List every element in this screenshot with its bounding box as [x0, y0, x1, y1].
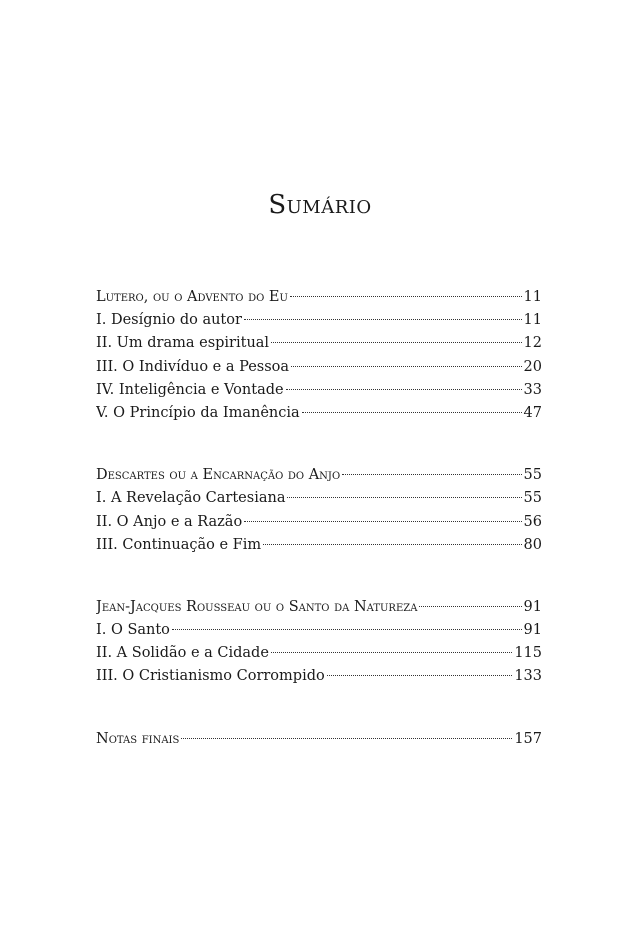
dot-leader: [327, 674, 513, 676]
dot-leader: [244, 318, 522, 320]
toc-entry-title: I. Desígnio do autor: [96, 312, 242, 329]
toc-entry[interactable]: [96, 309, 542, 332]
toc-entry-title: I. A Revelação Cartesiana: [96, 490, 286, 507]
toc-entry-title: V. O Princípio da Imanência: [96, 404, 300, 421]
toc-entry[interactable]: [96, 511, 542, 534]
toc-entry-title: I. O Santo: [96, 622, 170, 639]
toc-entry[interactable]: [96, 642, 542, 665]
toc-entry-page: 56: [523, 513, 542, 530]
toc-entry-page: 33: [523, 381, 542, 398]
toc-section-notas: [96, 728, 542, 751]
toc-entry[interactable]: [96, 402, 542, 425]
dot-leader: [290, 295, 522, 297]
toc-entry[interactable]: [96, 619, 542, 642]
toc-entry[interactable]: [96, 356, 542, 379]
toc-entry-page: 47: [523, 404, 542, 421]
toc-section-descartes: [96, 464, 542, 557]
toc-entry[interactable]: [96, 534, 542, 557]
toc-entry-page: 55: [523, 467, 542, 484]
toc-entry-page: 12: [523, 335, 542, 352]
toc-entry[interactable]: [96, 728, 542, 751]
toc-entry-title: Jean-Jacques Rousseau ou o Santo da Natureza: [96, 598, 418, 615]
toc-section-rousseau: [96, 596, 542, 689]
page-title: Sumário: [268, 190, 372, 220]
toc-entry[interactable]: [96, 665, 542, 688]
dot-leader: [263, 543, 521, 545]
dot-leader: [244, 520, 521, 522]
toc-entry-page: 115: [514, 645, 542, 662]
toc-entry-title: III. Continuação e Fim: [96, 536, 262, 553]
dot-leader: [172, 628, 522, 630]
dot-leader: [286, 388, 522, 390]
toc-entry-title: Notas finais: [96, 730, 180, 747]
toc-entry-page: 11: [523, 289, 542, 305]
toc-entry-title: IV. Inteligência e Vontade: [96, 381, 284, 398]
dot-leader: [291, 365, 521, 367]
toc-entry-title: II. Um drama espiritual: [96, 335, 270, 352]
toc-entry-page: 91: [523, 622, 542, 639]
toc-entry-title: III. O Cristianismo Corrompido: [96, 668, 325, 685]
toc-entry[interactable]: [96, 487, 542, 510]
toc-entry-page: 133: [514, 668, 542, 685]
dot-leader: [302, 411, 522, 413]
dot-leader: [342, 473, 521, 475]
dot-leader: [181, 737, 512, 739]
toc-entry[interactable]: [96, 332, 542, 355]
toc-entry-page: 157: [514, 730, 542, 747]
toc-entry[interactable]: [96, 379, 542, 402]
dot-leader: [271, 651, 512, 653]
toc-section-lutero: [96, 286, 542, 425]
toc-entry-page: 80: [523, 536, 542, 553]
toc-entry-page: 20: [523, 358, 542, 375]
toc-entry-page: 55: [523, 490, 542, 507]
toc-entry-title: II. A Solidão e a Cidade: [96, 645, 269, 662]
toc-entry-title: Lutero, ou o Advento do Eu: [96, 289, 288, 305]
dot-leader: [271, 341, 521, 343]
toc-entry[interactable]: [96, 596, 542, 619]
dot-leader: [287, 496, 521, 498]
toc-entry-page: 91: [523, 598, 542, 615]
toc-entry[interactable]: [96, 464, 542, 487]
toc-entry-page: 11: [523, 312, 542, 329]
dot-leader: [419, 605, 521, 607]
toc-entry-title: II. O Anjo e a Razão: [96, 513, 243, 530]
toc-entry[interactable]: [96, 286, 542, 309]
table-of-contents: [96, 286, 542, 790]
toc-entry-title: Descartes ou a Encarnação do Anjo: [96, 467, 341, 484]
toc-entry-title: III. O Indivíduo e a Pessoa: [96, 358, 290, 375]
